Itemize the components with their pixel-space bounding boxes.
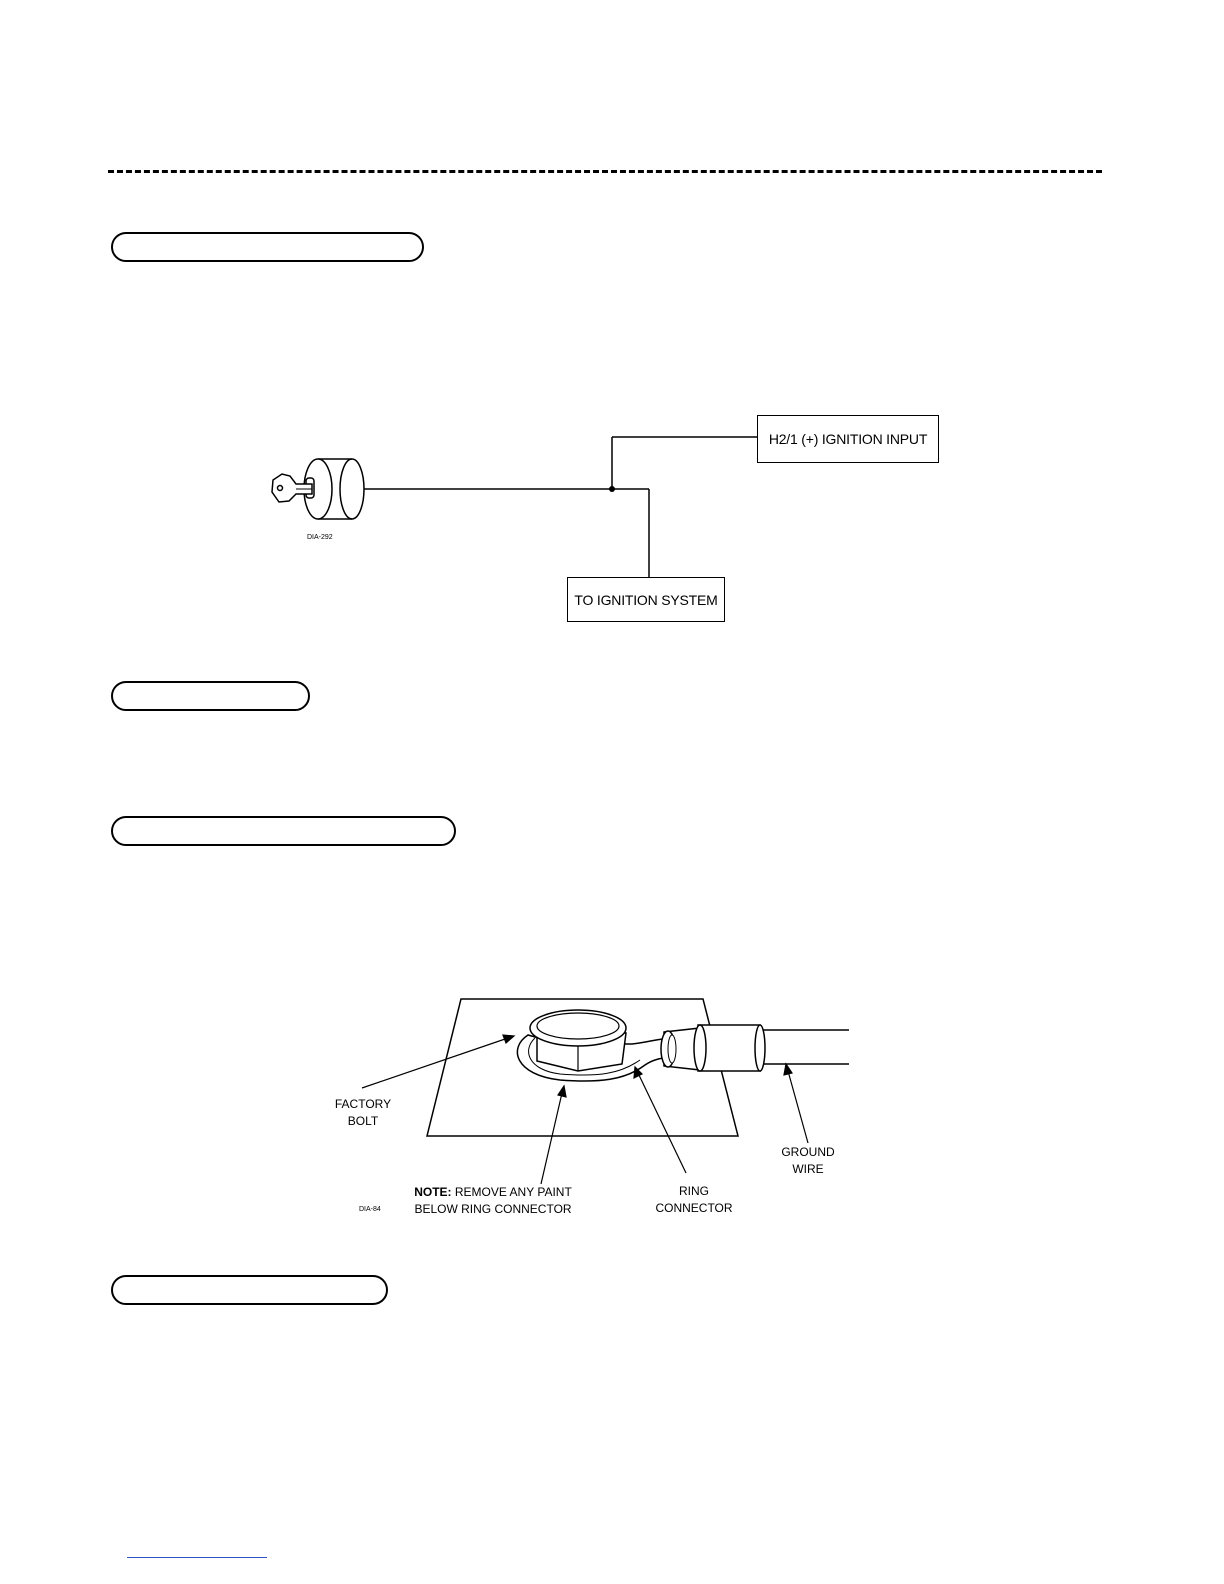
ignition-system-label: TO IGNITION SYSTEM <box>574 591 718 608</box>
ground-line1: GROUND <box>781 1145 835 1159</box>
diagram-id-84: DIA-84 <box>359 1206 381 1213</box>
factory-bolt-line1: FACTORY <box>334 1097 392 1111</box>
section-header-pill-4 <box>111 1275 388 1305</box>
ignition-input-box <box>757 415 939 463</box>
ground-wire-callout <box>772 1144 844 1178</box>
note-line1: REMOVE ANY PAINT <box>451 1185 572 1199</box>
ignition-input-label: H2/1 (+) IGNITION INPUT <box>768 431 928 447</box>
remove-paint-note <box>408 1184 578 1218</box>
footer-link-underline <box>127 1557 267 1558</box>
diagram-id-292: DIA-292 <box>307 534 333 541</box>
section-header-pill-3 <box>111 816 456 846</box>
factory-bolt-line2: BOLT <box>347 1114 379 1128</box>
ignition-switch-icon <box>272 459 364 519</box>
ring-line1: RING <box>679 1184 709 1198</box>
factory-bolt-callout <box>323 1096 403 1130</box>
ring-connector-callout <box>650 1183 738 1217</box>
ignition-wires <box>364 437 757 578</box>
note-bold-label: NOTE: <box>414 1185 452 1199</box>
ground-connection-diagram <box>0 940 1224 1240</box>
ignition-system-box <box>567 577 725 622</box>
wire-junction-dot <box>609 486 615 492</box>
ground-diagram-svg <box>0 940 1224 1240</box>
ignition-wiring-diagram <box>0 0 1224 700</box>
ground-line2: WIRE <box>792 1162 824 1176</box>
note-line2: BELOW RING CONNECTOR <box>414 1202 572 1216</box>
ring-line2: CONNECTOR <box>655 1201 733 1215</box>
